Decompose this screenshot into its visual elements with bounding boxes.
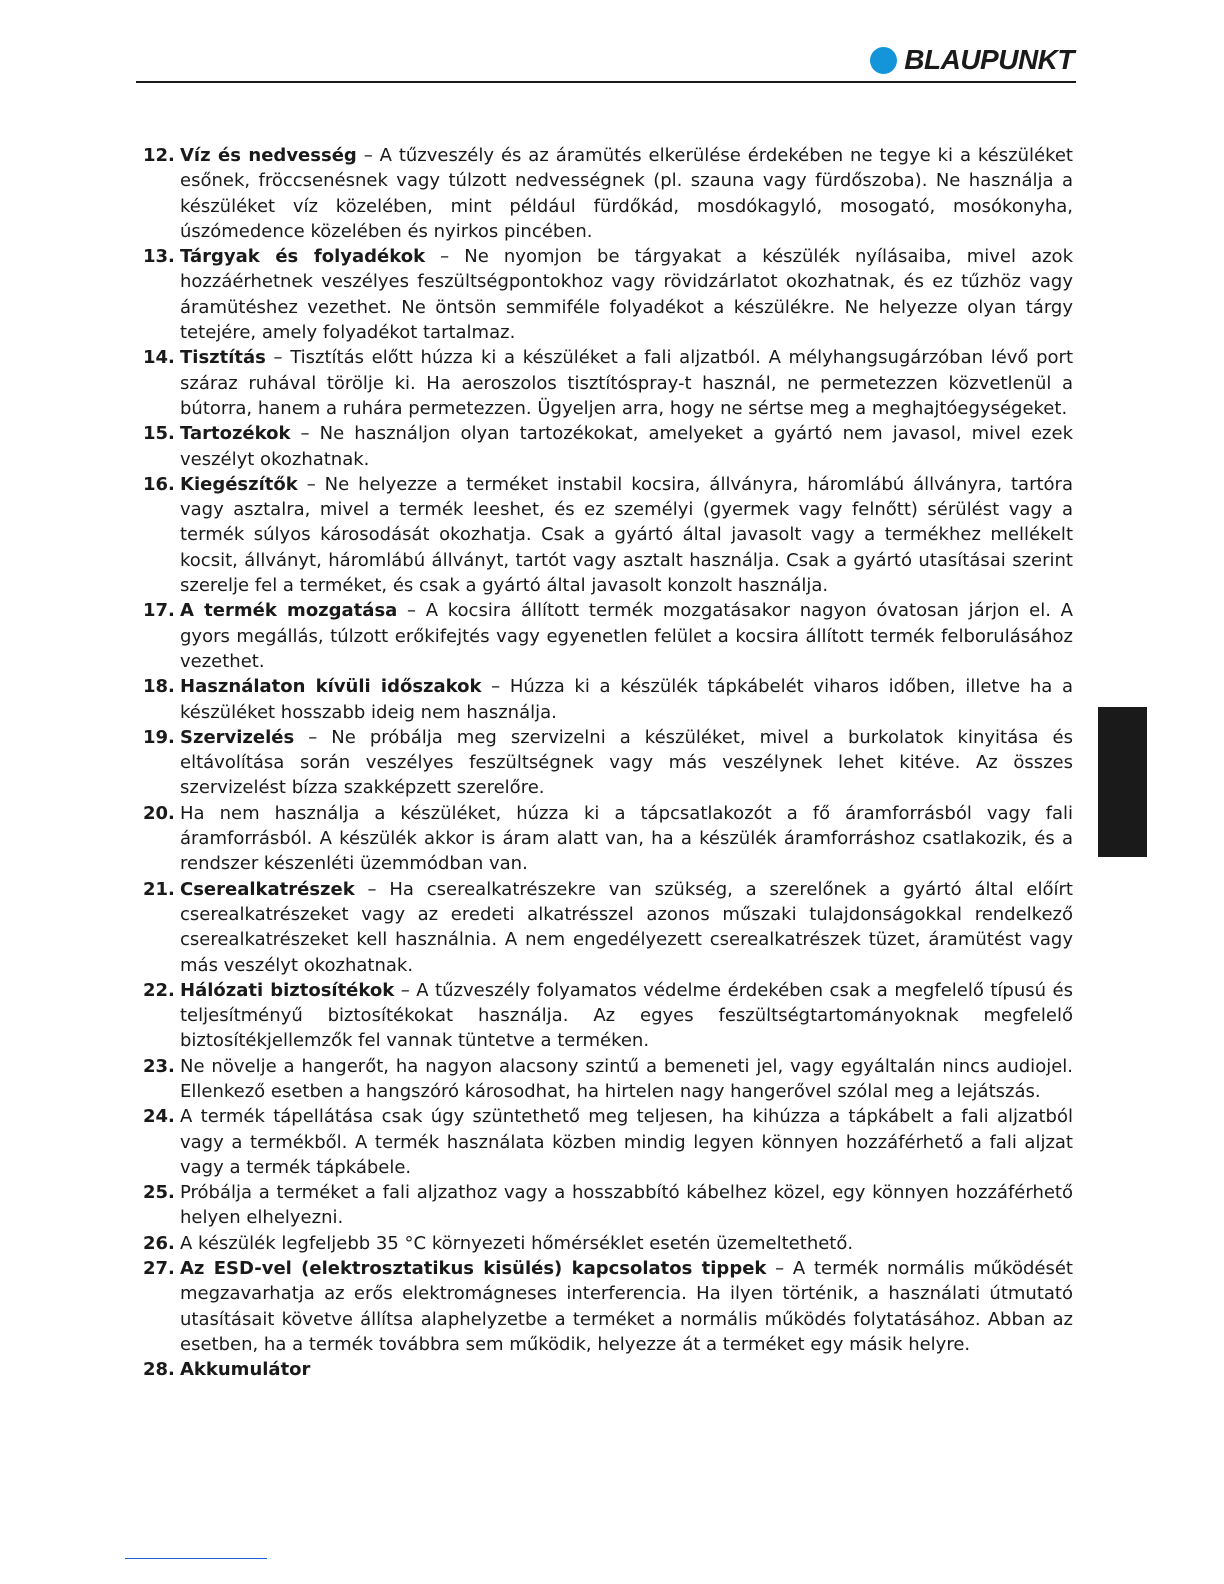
item-text: Tisztítás előtt húzza ki a készüléket a fali aljzatból. A mélyhangsugárzóban lévő port száraz ruhával törölje ki. Ha aeroszolos tisztítóspray-t használ, ne permetezzen közvetlenül a bútorra, hanem a ruhára permetezzen. Ügyeljen arra, hogy ne sértse meg a meghajtóegységeket. <box>180 347 1073 419</box>
item-title: A termék mozgatása <box>180 600 398 622</box>
list-item <box>143 978 1073 1054</box>
list-item <box>143 1180 1073 1231</box>
item-separator: – <box>294 726 332 748</box>
list-item <box>143 244 1073 345</box>
list-item <box>143 877 1073 978</box>
item-number: 12. <box>143 145 175 166</box>
list-item <box>143 1054 1073 1105</box>
item-separator: – <box>425 246 465 268</box>
item-separator: – <box>354 878 390 900</box>
item-text: A tűzveszély és az áramütés elkerülése érdekében ne tegye ki a készüléket esőnek, fröccsenésnek vagy túlzott nedvességnek (pl. szauna vagy fürdőszoba). Ne használja a készüléket víz közelében, mint például fürdőkád, mosdókagyló, mosogató, mosókonyha, úszómedence közelében és nyirkos pincében. <box>180 145 1073 242</box>
list-item <box>143 801 1073 877</box>
list-item <box>143 1357 1073 1382</box>
item-number: 13. <box>143 246 175 268</box>
item-number: 15. <box>143 423 175 445</box>
side-tab-marker <box>1098 707 1147 857</box>
item-title: Tárgyak és folyadékok <box>180 246 426 268</box>
item-text: Ne növelje a hangerőt, ha nagyon alacsony szintű a bemeneti jel, vagy egyáltalán nincs audiojel. Ellenkező esetben a hangszóró károsodhat, ha hirtelen nagy hangerővel szólal meg a lejátszás. <box>180 1055 1073 1102</box>
list-item <box>143 345 1073 421</box>
item-number: 22. <box>143 979 175 1001</box>
item-title: Tisztítás <box>180 347 266 369</box>
list-item <box>143 598 1073 674</box>
item-number: 17. <box>143 600 175 622</box>
item-text: A tűzveszély folyamatos védelme érdekében csak a megfelelő típusú és teljesítményű biztosítékokat használja. Az egyes feszültségtartományoknak megfelelő biztosítékjellemzők fel vannak tüntetve a terméken. <box>180 979 1073 1052</box>
item-number: 18. <box>143 676 175 698</box>
item-title: Hálózati biztosítékok <box>180 979 395 1001</box>
item-text: Ne nyomjon be tárgyakat a készülék nyílásaiba, mivel azok hozzáérhetnek veszélyes feszültségpontokhoz vagy rövidzárlatot okozhatnak, és ez tűzhöz vagy áramütéshez vezethet. Ne öntsön semmiféle folyadékot a készülékre. Ne helyezze olyan tárgy tetejére, amely folyadékot tartalmaz. <box>180 246 1073 344</box>
item-title: Kiegészítők <box>180 473 298 495</box>
item-text: Ne helyezze a terméket instabil kocsira, állványra, háromlábú állványra, tartóra vagy asztalra, mivel a termék leeshet, és ez személyi (gyermek vagy felnőtt) sérülést vagy a termék súlyos károsodását okozhatja. Csak a gyártó által javasolt vagy a termékhez mellékelt kocsit, állványt, háromlábú állványt, tartót vagy asztalt használja. Csak a gyártó utasításai szerint szerelje fel a terméket, és csak a gyártó által javasolt konzolt használja. <box>180 473 1073 597</box>
list-item <box>143 674 1073 725</box>
item-separator: – <box>394 979 417 1001</box>
item-text: Ha cserealkatrészekre van szükség, a szerelőnek a gyártó által előírt cserealkatrészeket vagy az eredeti alkatrésszel azonos műszaki tulajdonságokkal rendelkező cserealkatrészeket kell használnia. A nem engedélyezett cserealkatrészek tüzet, áramütést vagy más veszélyt okozhatnak. <box>180 878 1073 976</box>
item-number: 21. <box>143 878 175 900</box>
item-text: Ha nem használja a készüléket, húzza ki a tápcsatlakozót a fő áramforrásból vagy fali áramforrásból. A készülék akkor is áram alatt van, ha a készülék áramforráshoz csatlakozik, és a rendszer készenléti üzemmódban van. <box>180 802 1073 875</box>
item-title: Víz és nedvesség <box>180 145 357 166</box>
item-text: Húzza ki a készülék tápkábelét viharos időben, illetve ha a készüléket hosszabb ideig nem használja. <box>180 676 1073 723</box>
item-separator: – <box>290 423 320 445</box>
item-text: Próbálja a terméket a fali aljzathoz vagy a hosszabbító kábelhez közel, egy könnyen hozzáférhető helyen elhelyezni. <box>180 1182 1073 1229</box>
item-separator: – <box>481 676 510 698</box>
item-text: A termék normális működését megzavarhatja az erős elektromágneses interferencia. Ha ilyen történik, a használati útmutató utasításait követve állítsa alaphelyzetbe a terméket a normális működés folytatásához. Abban az esetben, ha a termék továbbra sem működik, helyezze át a terméket egy másik helyre. <box>180 1258 1073 1355</box>
item-title: Szervizelés <box>180 726 295 748</box>
item-number: 16. <box>143 473 175 495</box>
logo-dot-icon <box>870 47 897 74</box>
item-number: 28. <box>143 1359 175 1381</box>
brand-logo <box>870 44 1074 76</box>
item-number: 24. <box>143 1106 175 1128</box>
item-number: 20. <box>143 802 175 824</box>
list-item <box>143 1231 1073 1256</box>
item-number: 27. <box>143 1258 175 1280</box>
item-title: Cserealkatrészek <box>180 878 355 900</box>
item-text: A termék tápellátása csak úgy szüntethető meg teljesen, ha kihúzza a tápkábelt a fali aljzatból vagy a termékből. A termék használata közben mindig legyen könnyen hozzáférhető a fali aljzat vagy a termék tápkábele. <box>180 1106 1073 1178</box>
item-separator: – <box>265 347 291 369</box>
list-item <box>143 725 1073 801</box>
item-separator: – <box>297 473 325 495</box>
list-item <box>143 472 1073 598</box>
brand-name: BLAUPUNKT <box>904 44 1074 75</box>
item-text: A kocsira állított termék mozgatásakor nagyon óvatosan járjon el. A gyors megállás, túlzott erőkifejtés vagy egyenetlen felület a kocsira állított termék felborulásához vezethet. <box>180 600 1073 672</box>
item-text: Ne próbálja meg szervizelni a készüléket, mivel a burkolatok kinyitása és eltávolítása során veszélyes feszültségnek vagy más veszélynek lehet kitéve. Az összes szervizelést bízza szakképzett szerelőre. <box>180 726 1073 799</box>
header-rule <box>136 81 1076 83</box>
footer-rule <box>125 1558 267 1559</box>
item-text: Ne használjon olyan tartozékokat, amelyeket a gyártó nem javasol, mivel ezek veszélyt okozhatnak. <box>180 423 1074 470</box>
item-number: 14. <box>143 347 175 369</box>
item-title: Az ESD-vel (elektrosztatikus kisülés) kapcsolatos tippek <box>180 1258 767 1280</box>
item-separator: – <box>397 600 426 622</box>
item-title: Használaton kívüli időszakok <box>180 676 482 698</box>
list-item <box>143 143 1073 244</box>
item-separator: – <box>356 145 380 166</box>
item-number: 26. <box>143 1232 175 1254</box>
item-text: A készülék legfeljebb 35 °C környezeti hőmérséklet esetén üzemeltethető. <box>180 1232 854 1254</box>
item-number: 19. <box>143 726 175 748</box>
list-item <box>143 1256 1073 1357</box>
list-item <box>143 421 1073 472</box>
item-title: Tartozékok <box>180 423 291 445</box>
item-separator: – <box>766 1258 793 1280</box>
item-number: 23. <box>143 1055 175 1077</box>
safety-list <box>143 143 1073 1383</box>
item-number: 25. <box>143 1182 175 1204</box>
list-item <box>143 1104 1073 1180</box>
item-title: Akkumulátor <box>180 1359 311 1381</box>
